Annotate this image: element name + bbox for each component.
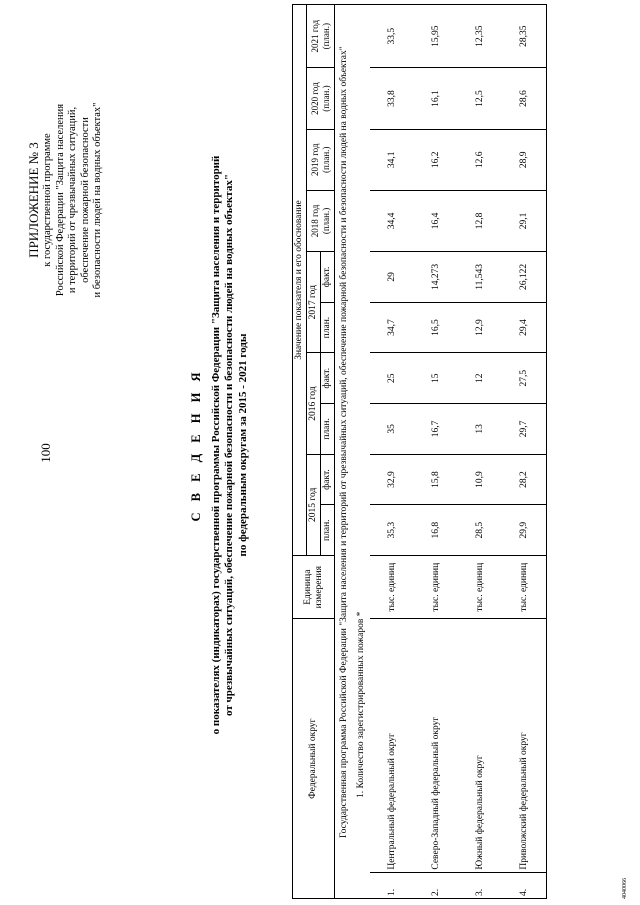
header-2016: 2016 год <box>307 353 321 454</box>
row-number: 4. <box>502 872 547 898</box>
value-cell: 28,5 <box>458 505 502 556</box>
value-cell: 12,9 <box>458 302 502 353</box>
value-cell: 15,95 <box>414 5 458 68</box>
header-district: Федеральный округ <box>293 619 335 899</box>
appendix-title: ПРИЛОЖЕНИЕ № 3 <box>26 142 41 258</box>
header-2015: 2015 год <box>307 454 321 555</box>
value-cell: 16,1 <box>414 68 458 129</box>
row-number: 1. <box>370 872 414 898</box>
value-cell: 12 <box>458 353 502 404</box>
value-cell: 28,2 <box>502 454 547 505</box>
appendix-block <box>26 0 105 400</box>
value-cell: 32,9 <box>370 454 414 505</box>
value-cell: 27,5 <box>502 353 547 404</box>
header-2017: 2017 год <box>307 252 321 353</box>
program-line: Государственная программа Российской Федерации "Защита населения и территорий от чрезвычайных ситуаций, обеспечение пожарной безопасности и безопасности людей на водных объектах" <box>335 5 354 899</box>
appendix-line: и безопасности людей на водных объектах" <box>92 102 103 298</box>
header-fact: факт. <box>321 454 335 505</box>
value-cell: 35,3 <box>370 505 414 556</box>
page-number: 100 <box>38 443 53 463</box>
header-2018: 2018 год (план.) <box>307 190 335 251</box>
value-cell: 16,7 <box>414 404 458 455</box>
appendix-line: обеспечение пожарной безопасности <box>79 117 91 283</box>
value-cell: 34,1 <box>370 129 414 190</box>
district-name: Приволжский федеральный округ <box>502 619 547 872</box>
table-row <box>414 5 458 899</box>
appendix-line: и территорий от чрезвычайных ситуаций, <box>67 106 78 294</box>
district-name: Северо-Западный федеральный округ <box>414 619 458 872</box>
value-cell: 11,543 <box>458 252 502 303</box>
table-row <box>502 5 547 899</box>
value-cell: 12,5 <box>458 68 502 129</box>
header-value-group: Значение показателя и его обоснование <box>293 5 307 556</box>
value-cell: 12,6 <box>458 129 502 190</box>
header-2021: 2021 год (план.) <box>307 5 335 68</box>
value-cell: 16,5 <box>414 302 458 353</box>
value-cell: 29 <box>370 252 414 303</box>
district-name: Южный федеральный округ <box>458 619 502 872</box>
heading-line: по федеральным округам за 2015 - 2021 годы <box>236 333 249 557</box>
value-cell: 13 <box>458 404 502 455</box>
row-number: 2. <box>414 872 458 898</box>
value-cell: 25 <box>370 353 414 404</box>
header-2019: 2019 год (план.) <box>307 129 335 190</box>
value-cell: 10,9 <box>458 454 502 505</box>
table-row <box>458 5 502 899</box>
heading-title: С В Е Д Е Н И Я <box>189 368 203 522</box>
value-cell: 28,9 <box>502 129 547 190</box>
value-cell: 29,7 <box>502 404 547 455</box>
header-2020: 2020 год (план.) <box>307 68 335 129</box>
document-code: 4040066 <box>622 878 628 899</box>
header-fact: факт. <box>321 353 335 404</box>
value-cell: 34,4 <box>370 190 414 251</box>
heading-line: о показателях (индикаторах) государственной программы Российской Федерации "Защита населения и территорий <box>209 155 222 735</box>
unit-cell: тыс. единиц <box>414 556 458 619</box>
value-cell: 28,6 <box>502 68 547 129</box>
value-cell: 29,9 <box>502 505 547 556</box>
unit-cell: тыс. единиц <box>370 556 414 619</box>
table-row <box>370 5 414 899</box>
unit-cell: тыс. единиц <box>502 556 547 619</box>
value-cell: 16,4 <box>414 190 458 251</box>
indicators-table <box>292 4 547 899</box>
row-number: 3. <box>458 872 502 898</box>
value-cell: 28,35 <box>502 5 547 68</box>
value-cell: 16,2 <box>414 129 458 190</box>
value-cell: 15 <box>414 353 458 404</box>
value-cell: 14,273 <box>414 252 458 303</box>
appendix-line: к государственной программе <box>42 133 53 267</box>
value-cell: 29,4 <box>502 302 547 353</box>
district-name: Центральный федеральный округ <box>370 619 414 872</box>
value-cell: 26,122 <box>502 252 547 303</box>
value-cell: 15,8 <box>414 454 458 505</box>
value-cell: 33,5 <box>370 5 414 68</box>
value-cell: 34,7 <box>370 302 414 353</box>
header-plan: план. <box>321 302 335 353</box>
value-cell: 16,8 <box>414 505 458 556</box>
header-fact: факт. <box>321 252 335 303</box>
document-heading <box>190 150 250 740</box>
appendix-line: Российской Федерации "Защита населения <box>54 103 66 297</box>
header-plan: план. <box>321 404 335 455</box>
header-unit: Единица измерения <box>293 556 335 619</box>
value-cell: 12,35 <box>458 5 502 68</box>
value-cell: 12,8 <box>458 190 502 251</box>
value-cell: 35 <box>370 404 414 455</box>
value-cell: 29,1 <box>502 190 547 251</box>
section-title: 1. Количество зарегистрированных пожаров * <box>353 5 370 899</box>
value-cell: 33,8 <box>370 68 414 129</box>
header-plan: план. <box>321 505 335 556</box>
heading-line: от чрезвычайных ситуаций, обеспечение пожарной безопасности и безопасности людей на водных объектах" <box>223 174 235 716</box>
unit-cell: тыс. единиц <box>458 556 502 619</box>
